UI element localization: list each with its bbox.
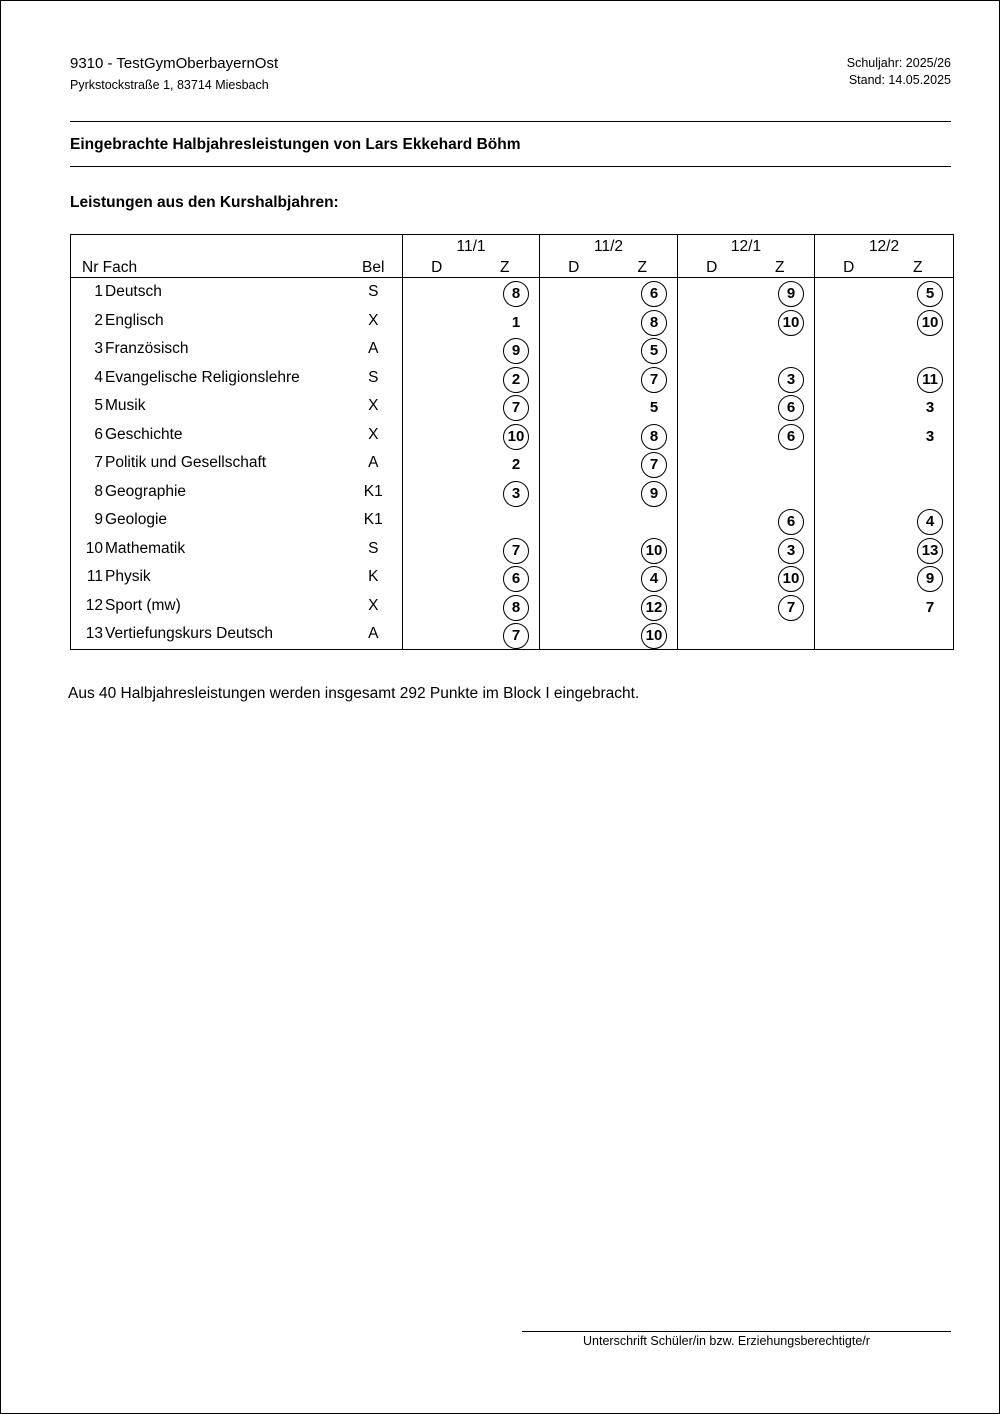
subject-category: S (368, 283, 379, 301)
grade-circled: 5 (641, 338, 667, 364)
grade-circled: 3 (778, 538, 804, 564)
grade-cell-d (678, 364, 746, 393)
grade-cell-d (540, 563, 608, 592)
column-header-z: Z (883, 256, 954, 278)
grade-circled: 12 (641, 595, 667, 621)
table-row (71, 478, 954, 507)
grade-circled: 10 (778, 310, 804, 336)
subject-name: Englisch (105, 311, 164, 329)
grade-cell-d (815, 563, 883, 592)
column-header-z: Z (608, 256, 678, 278)
grade-cell-d (678, 506, 746, 535)
row-number: 1 (94, 283, 103, 301)
signature-line (522, 1331, 951, 1332)
grade-circled: 8 (641, 424, 667, 450)
grade-cell-z (746, 335, 815, 364)
row-number: 5 (94, 397, 103, 415)
grade-cell-d (403, 278, 471, 307)
grade-cell-d (403, 392, 471, 421)
grade-cell-z (471, 620, 540, 649)
grade-cell-z (471, 506, 540, 535)
grade-circled: 10 (917, 310, 943, 336)
subject-category: A (368, 454, 379, 472)
grade-cell-z (471, 307, 540, 336)
subject-category: A (368, 340, 379, 358)
grade-cell-z (883, 307, 954, 336)
grade-cell-d (815, 449, 883, 478)
grade-circled: 10 (778, 566, 804, 592)
subject-category: K1 (363, 482, 383, 500)
grade-cell-z (471, 335, 540, 364)
subject-name: Deutsch (105, 283, 162, 301)
semester-header: 11/1 (403, 235, 540, 257)
grade: 3 (925, 427, 935, 445)
grade-cell-z (883, 392, 954, 421)
grade-cell-z (471, 278, 540, 307)
table-row (71, 335, 954, 364)
grade-cell-d (815, 620, 883, 649)
grade-cell-d (815, 421, 883, 450)
table-row (71, 592, 954, 621)
grade-circled: 8 (641, 310, 667, 336)
grade-cell-d (678, 307, 746, 336)
table-row (71, 449, 954, 478)
grade-circled: 9 (778, 281, 804, 307)
grade-cell-d (540, 364, 608, 393)
subject-category: X (368, 397, 379, 415)
grade-cell-d (815, 506, 883, 535)
grade-circled: 5 (917, 281, 943, 307)
grade-circled: 7 (641, 367, 667, 393)
grade-cell-d (815, 478, 883, 507)
grade-cell-d (678, 392, 746, 421)
grade-circled: 9 (917, 566, 943, 592)
grade-cell-d (540, 592, 608, 621)
grade-cell-z (608, 449, 678, 478)
grade-cell-d (403, 449, 471, 478)
row-number: 3 (94, 340, 103, 358)
row-number: 8 (94, 482, 103, 500)
grade-cell-d (403, 364, 471, 393)
grade-cell-d (815, 592, 883, 621)
report-title: Eingebrachte Halbjahresleistungen von Lars Ekkehard Böhm (70, 136, 521, 153)
grade-cell-z (608, 278, 678, 307)
grade-cell-z (471, 563, 540, 592)
table-row (71, 506, 954, 535)
grade-cell-z (883, 535, 954, 564)
grade-cell-d (815, 278, 883, 307)
school-name: 9310 - TestGymOberbayernOst (70, 55, 279, 72)
grade-circled: 6 (641, 281, 667, 307)
grade-cell-z (608, 421, 678, 450)
grade-cell-z (608, 592, 678, 621)
grade-circled: 7 (503, 395, 529, 421)
report-date: Stand: 14.05.2025 (848, 73, 951, 87)
column-header-d: D (815, 256, 883, 278)
grade-cell-z (471, 592, 540, 621)
table-row (71, 620, 954, 649)
subject-name: Geschichte (105, 425, 183, 443)
grade-circled: 11 (917, 367, 943, 393)
subject-category: X (368, 425, 379, 443)
grade-circled: 3 (778, 367, 804, 393)
signature-label: Unterschrift Schüler/in bzw. Erziehungsberechtigte/r (583, 1334, 870, 1348)
grade-cell-d (403, 307, 471, 336)
subject-name: Vertiefungskurs Deutsch (105, 625, 274, 643)
grade-cell-z (746, 307, 815, 336)
grade-circled: 8 (503, 281, 529, 307)
table-row (71, 364, 954, 393)
grade-cell-z (608, 478, 678, 507)
semester-header: 12/1 (678, 235, 815, 257)
header-row-columns (71, 256, 954, 278)
subject-category: A (345, 620, 403, 649)
grade-circled: 2 (503, 367, 529, 393)
grade-cell-z (746, 478, 815, 507)
grade-circled: 6 (778, 509, 804, 535)
grade-cell-z (883, 278, 954, 307)
table-row (71, 563, 954, 592)
grade-circled: 6 (778, 424, 804, 450)
grade-cell-z (746, 278, 815, 307)
grade-cell-z (608, 535, 678, 564)
grade-cell-d (403, 592, 471, 621)
grade-cell-d (815, 392, 883, 421)
grades-table (70, 234, 954, 650)
grade-cell-z (746, 392, 815, 421)
grade-cell-z (471, 392, 540, 421)
grade-cell-d (678, 620, 746, 649)
grade-cell-z (883, 449, 954, 478)
subject-category: X (368, 311, 379, 329)
grade-cell-z (608, 392, 678, 421)
grade-circled: 3 (503, 481, 529, 507)
table-row (71, 392, 954, 421)
subject-name: Physik (105, 568, 151, 586)
grade: 3 (925, 399, 935, 417)
grade-cell-d (403, 535, 471, 564)
row-number: 9 (94, 511, 103, 529)
grade-cell-z (746, 535, 815, 564)
grade-circled: 13 (917, 538, 943, 564)
grade-cell-d (678, 563, 746, 592)
grade-cell-z (883, 335, 954, 364)
grade-cell-z (608, 620, 678, 649)
summary-text: Aus 40 Halbjahresleistungen werden insgesamt 292 Punkte im Block I eingebracht. (68, 685, 640, 702)
grade-circled: 10 (641, 538, 667, 564)
grade-circled: 10 (503, 424, 529, 450)
school-address: Pyrkstockstraße 1, 83714 Miesbach (70, 78, 269, 92)
grade-circled: 6 (503, 566, 529, 592)
grade-cell-d (403, 563, 471, 592)
subject-name: Geologie (105, 511, 168, 529)
column-header-nr-fach: Nr Fach (82, 259, 138, 276)
subject-name: Französisch (105, 340, 189, 358)
grade-cell-z (883, 620, 954, 649)
subject-category: S (368, 539, 379, 557)
column-header-d: D (678, 256, 746, 278)
table-row (71, 278, 954, 307)
column-header-z: Z (471, 256, 540, 278)
grade: 7 (925, 598, 935, 616)
grade-circled: 7 (778, 595, 804, 621)
grade-cell-z (883, 563, 954, 592)
grade-cell-d (540, 506, 608, 535)
document-meta (847, 55, 951, 89)
grade-circled: 8 (503, 595, 529, 621)
grade-cell-z (746, 592, 815, 621)
grade-cell-d (815, 307, 883, 336)
grade-cell-z (883, 478, 954, 507)
header-row-semesters (71, 235, 954, 257)
row-number: 2 (94, 311, 103, 329)
divider-bottom (70, 166, 951, 167)
grade-cell-d (540, 421, 608, 450)
subject-category: K1 (363, 511, 383, 529)
subject-name: Mathematik (105, 539, 186, 557)
grade-cell-z (883, 506, 954, 535)
grade-cell-z (471, 478, 540, 507)
grade-circled: 9 (503, 338, 529, 364)
table-row (71, 421, 954, 450)
grade-cell-d (678, 592, 746, 621)
grade-circled: 7 (503, 623, 529, 649)
grade-cell-d (678, 449, 746, 478)
grade-cell-d (403, 421, 471, 450)
grade-cell-z (471, 449, 540, 478)
grade-cell-d (540, 620, 608, 649)
grade-cell-z (746, 563, 815, 592)
divider-top (70, 121, 951, 122)
grade-cell-z (746, 364, 815, 393)
column-header-z: Z (746, 256, 815, 278)
row-number: 12 (85, 596, 103, 614)
subject-name: Sport (mw) (105, 596, 181, 614)
grade-cell-d (815, 335, 883, 364)
subject-name: Evangelische Religionslehre (105, 368, 300, 386)
grade-cell-d (678, 278, 746, 307)
row-number: 10 (85, 539, 103, 557)
grade-cell-z (608, 335, 678, 364)
grade-cell-z (471, 535, 540, 564)
grade-circled: 7 (641, 452, 667, 478)
row-number: 7 (94, 454, 103, 472)
grade-cell-z (746, 421, 815, 450)
grade-cell-z (471, 364, 540, 393)
grade-cell-z (608, 307, 678, 336)
grade-cell-d (403, 620, 471, 649)
grade-cell-z (608, 364, 678, 393)
subject-category: K (368, 568, 379, 586)
grade-circled: 10 (641, 623, 667, 649)
grade-cell-z (883, 364, 954, 393)
row-number: 6 (94, 425, 103, 443)
row-number: 13 (85, 625, 103, 643)
row-number: 11 (86, 568, 103, 586)
grade-cell-d (403, 478, 471, 507)
grade-cell-d (540, 278, 608, 307)
grade: 2 (511, 456, 521, 474)
grade-cell-d (403, 335, 471, 364)
row-number: 4 (94, 368, 103, 386)
grade-cell-z (608, 506, 678, 535)
table-row (71, 307, 954, 336)
grade-cell-d (678, 421, 746, 450)
grade: 5 (649, 399, 659, 417)
grade-cell-z (883, 592, 954, 621)
column-header-d: D (403, 256, 471, 278)
grade-circled: 4 (917, 509, 943, 535)
grade-cell-d (540, 535, 608, 564)
grade-cell-d (540, 335, 608, 364)
semester-header: 12/2 (815, 235, 954, 257)
grade-cell-z (883, 421, 954, 450)
grade-cell-d (678, 335, 746, 364)
grade-cell-d (540, 449, 608, 478)
school-year: Schuljahr: 2025/26 (846, 56, 951, 70)
subject-name: Geographie (105, 482, 187, 500)
grade-cell-z (746, 506, 815, 535)
grade-circled: 7 (503, 538, 529, 564)
column-header-d: D (540, 256, 608, 278)
grade-circled: 4 (641, 566, 667, 592)
section-heading: Leistungen aus den Kurshalbjahren: (70, 194, 339, 211)
grade-cell-d (403, 506, 471, 535)
grade-cell-z (608, 563, 678, 592)
subject-name: Musik (105, 397, 146, 415)
column-header-bel: Bel (345, 256, 403, 278)
grade-cell-d (815, 535, 883, 564)
grade-cell-d (678, 478, 746, 507)
grade-cell-z (471, 421, 540, 450)
subject-name: Politik und Gesellschaft (105, 454, 267, 472)
grade-cell-d (540, 392, 608, 421)
grade-cell-d (540, 307, 608, 336)
grade-cell-d (815, 364, 883, 393)
semester-header: 11/2 (540, 235, 678, 257)
grade: 1 (511, 313, 521, 331)
grade-circled: 9 (641, 481, 667, 507)
grade-cell-d (540, 478, 608, 507)
grade-cell-z (746, 620, 815, 649)
subject-category: X (368, 596, 379, 614)
grade-circled: 6 (778, 395, 804, 421)
grade-cell-d (678, 535, 746, 564)
subject-category: S (368, 368, 379, 386)
table-row (71, 535, 954, 564)
grade-cell-z (746, 449, 815, 478)
